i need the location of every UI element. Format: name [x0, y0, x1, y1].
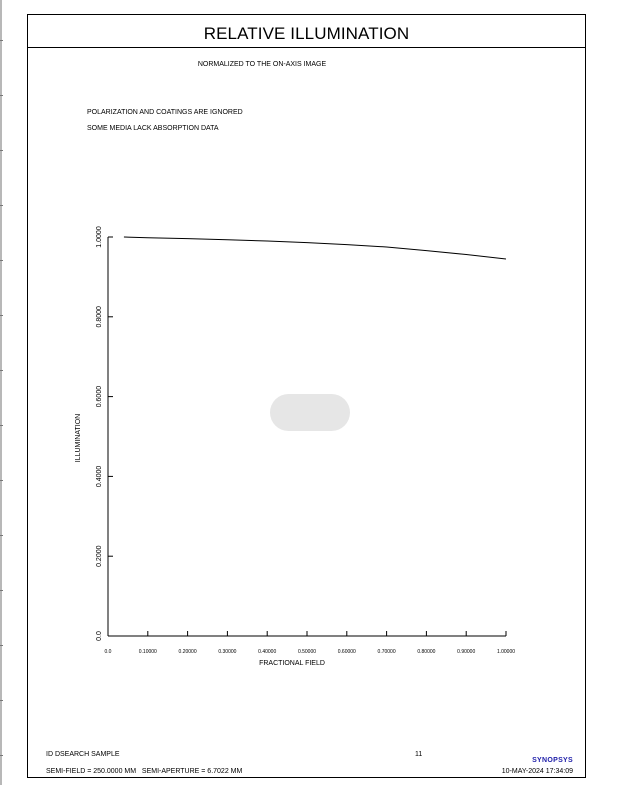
x-tick-label: 0.20000 [178, 649, 197, 655]
overlay-badge [270, 394, 350, 431]
x-tick-label: 0.90000 [457, 649, 476, 655]
x-tick-label: 0.60000 [337, 649, 356, 655]
y-tick-label: 0.6000 [96, 385, 103, 408]
note-absorption: SOME MEDIA LACK ABSORPTION DATA [87, 125, 219, 132]
chart-subtitle: NORMALIZED TO THE ON-AXIS IMAGE [197, 61, 327, 68]
footer-page-number: 11 [415, 751, 423, 758]
x-tick-label: 1.00000 [496, 649, 516, 655]
y-tick-label: 1.0000 [96, 226, 103, 248]
synopsys-logo: SYNOPSYS [532, 757, 573, 764]
x-tick-label: 0.40000 [258, 649, 277, 655]
series-line-illumination [124, 237, 506, 259]
y-axis-label: ILLUMINATION [75, 413, 82, 463]
footer-params: SEMI-FIELD = 250.0000 MM SEMI-APERTURE = 6.7022 MM [46, 768, 243, 775]
y-tick-label: 0.8000 [96, 306, 103, 328]
chart-title: RELATIVE ILLUMINATION [203, 24, 410, 43]
x-tick-label: 0.10000 [138, 649, 157, 655]
y-tick-label: 0.2000 [96, 545, 103, 567]
x-tick-label: 0.50000 [297, 649, 317, 655]
x-tick-label: 0.70000 [377, 649, 396, 655]
note-polarization: POLARIZATION AND COATINGS ARE IGNORED [87, 109, 243, 116]
x-tick-label: 0.0 [104, 649, 112, 655]
x-tick-label: 0.80000 [417, 649, 436, 655]
footer-timestamp: 10-MAY-2024 17:34:09 [501, 768, 573, 775]
x-axis-label: FRACTIONAL FIELD [259, 660, 325, 667]
y-tick-label: 0.4000 [96, 465, 103, 488]
footer-id: ID DSEARCH SAMPLE [46, 751, 120, 758]
x-tick-label: 0.30000 [218, 649, 237, 655]
y-tick-label: 0.0 [96, 631, 103, 641]
